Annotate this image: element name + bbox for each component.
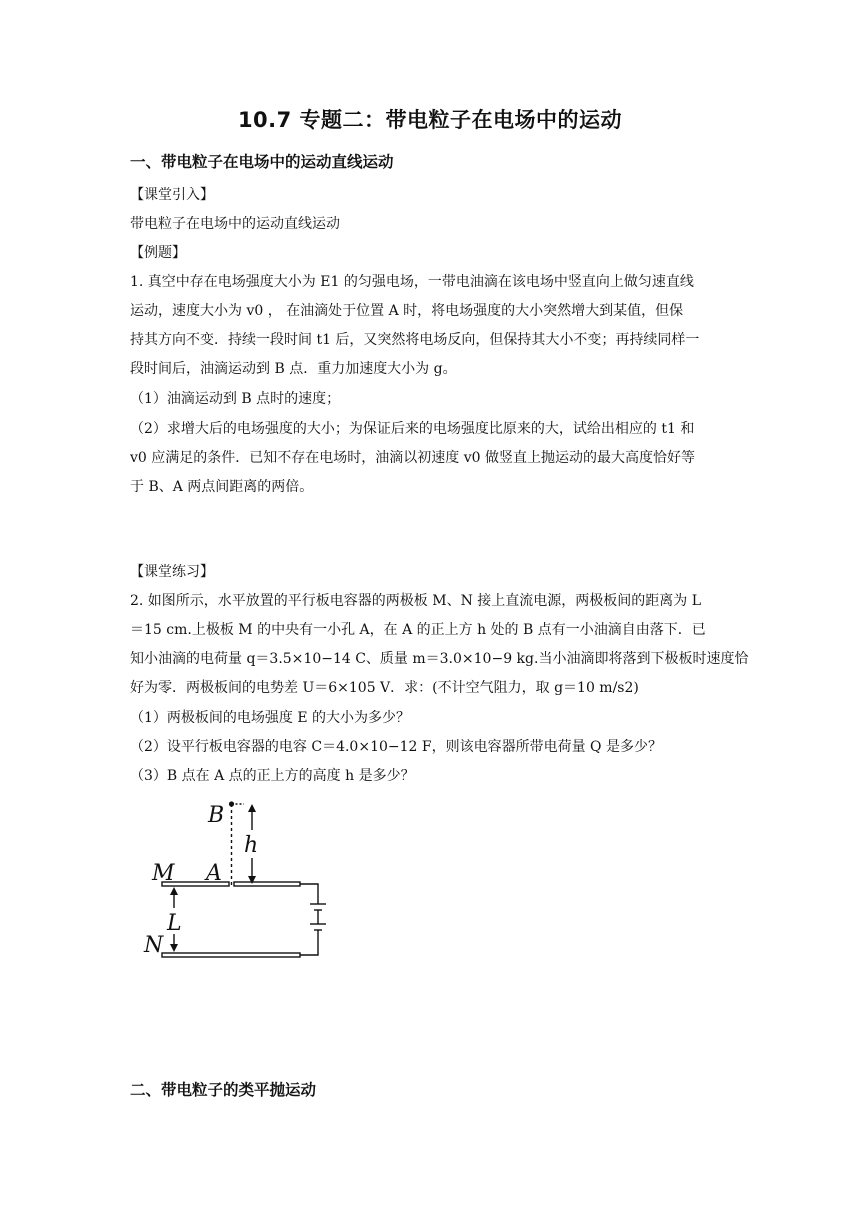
page-title: 10.7 专题二：带电粒子在电场中的运动 [237, 108, 623, 132]
l-arrowhead-up [170, 887, 178, 895]
l-arrowhead-down [170, 944, 178, 952]
q2-line-3: 知小油滴的电荷量 q＝3.5×10−14 C、质量 m＝3.0×10−9 kg.当小油滴即将落到下极板时速度恰 [130, 651, 749, 667]
section-heading-2: 二、带电粒子的类平抛运动 [130, 1081, 317, 1099]
q2-sub-1: （1）两极板间的电场强度 E 的大小为多少？ [130, 710, 411, 726]
example-tag: 【例题】 [130, 245, 186, 261]
intro-text: 带电粒子在电场中的运动直线运动 [130, 216, 340, 232]
section-heading-1: 一、带电粒子在电场中的运动直线运动 [130, 153, 394, 171]
q1-sub-2-line-2: v0 应满足的条件．已知不存在电场时，油滴以初速度 v0 做竖直上抛运动的最大高度恰好等 [130, 450, 695, 466]
practice-tag: 【课堂练习】 [130, 564, 214, 580]
intro-tag: 【课堂引入】 [130, 187, 214, 203]
label-b: B [208, 803, 225, 828]
h-arrowhead-up [248, 804, 256, 812]
q1-sub-2-line-1: （2）求增大后的电场强度的大小；为保证后来的电场强度比原来的大，试给出相应的 t1 和 [130, 421, 695, 437]
wire-bottom [300, 938, 318, 955]
wire-top [300, 884, 318, 904]
q2-sub-3: （3）B 点在 A 点的正上方的高度 h 是多少？ [130, 768, 415, 784]
point-b-dot [229, 801, 234, 806]
label-a: A [206, 861, 222, 886]
h-arrowhead-down [248, 876, 256, 884]
q1-line-2: 运动，速度大小为 v0 ， 在油滴处于位置 A 时，将电场强度的大小突然增大到某值，但保 [130, 303, 684, 319]
q1-sub-1: （1）油滴运动到 B 点时的速度； [130, 391, 341, 407]
q1-line-1: 1. 真空中存在电场强度大小为 E1 的匀强电场，一带电油滴在该电场中竖直向上做匀速直线 [130, 274, 694, 290]
label-h: h [244, 833, 259, 858]
label-m: M [152, 861, 175, 886]
label-n: N [144, 933, 164, 958]
q1-sub-2-line-3: 于 B、A 两点间距离的两倍。 [130, 479, 314, 495]
plate-m-right [234, 882, 300, 886]
q2-sub-2: （2）设平行板电容器的电容 C＝4.0×10−12 F，则该电容器所带电荷量 Q 是多少？ [130, 739, 662, 755]
q2-line-1: 2. 如图所示，水平放置的平行板电容器的两极板 M、N 接上直流电源，两极板间的距离为 L [130, 593, 702, 609]
capacitor-diagram [140, 796, 340, 971]
q1-line-3: 持其方向不变．持续一段时间 t1 后，又突然将电场反向，但保持其大小不变；再持续同样一 [130, 332, 700, 348]
q1-line-4: 段时间后，油滴运动到 B 点．重力加速度大小为 g。 [130, 361, 457, 377]
q2-line-4: 好为零．两极板间的电势差 U＝6×105 V．求：(不计空气阻力，取 g＝10 m/s2) [130, 680, 639, 696]
plate-n [162, 953, 300, 957]
label-l: L [167, 911, 182, 936]
q2-line-2: ＝15 cm.上极板 M 的中央有一小孔 A，在 A 的正上方 h 处的 B 点有一小油滴自由落下．已 [130, 622, 706, 638]
